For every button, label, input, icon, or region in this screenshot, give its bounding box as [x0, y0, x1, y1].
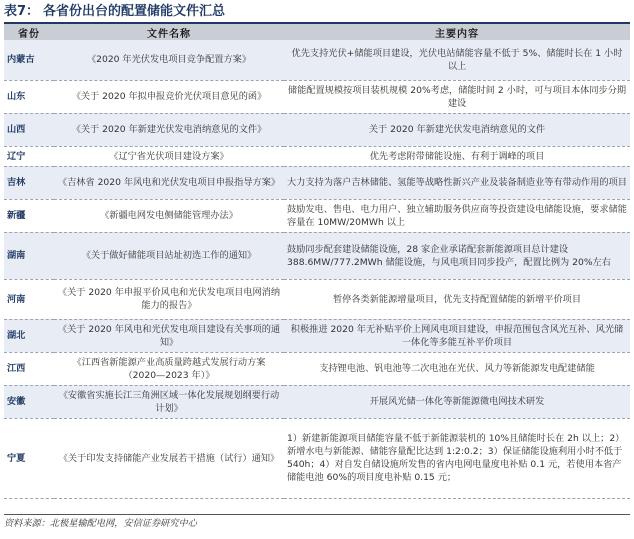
row-content: 鼓励发电、售电、电力用户、独立辅助服务供应商等投资建设电储能设施，要求储能容量在 10MW/20MWh 以上	[284, 199, 630, 232]
header-document: 文件名称	[54, 24, 284, 40]
row-document: 《新疆电网发电侧储能管理办法》	[54, 199, 284, 232]
table-row	[4, 199, 630, 232]
row-content: 关于 2020 年新建光伏发电消纳意见的文件	[284, 113, 630, 146]
table-row	[4, 113, 630, 146]
row-document: 《2020 年光伏发电项目竞争配置方案》	[54, 40, 284, 80]
row-document: 《关于印发支持储能产业发展若干措施（试行）通知》	[54, 418, 284, 498]
row-content: 积极推进 2020 年无补贴平价上网风电项目建设，申报范围包含风光互补、风光储一体化等多能互补平价项目	[284, 319, 630, 352]
row-province: 吉林	[4, 166, 54, 199]
table-row	[4, 352, 630, 385]
row-document: 《关于 2020 年新建光伏发电消纳意见的文件》	[54, 113, 284, 146]
row-document: 《辽宁省光伏项目建设方案》	[54, 146, 284, 166]
caption-label: 表7：	[4, 4, 40, 19]
row-content: 开展风光储一体化等新能源微电网技术研发	[284, 385, 630, 418]
row-document: 《关于做好储能项目站址初选工作的通知》	[54, 232, 284, 279]
row-province: 湖北	[4, 319, 54, 352]
source-note: 资料来源：北极星输配电网，安信证券研究中心	[4, 514, 630, 535]
policy-table	[4, 24, 630, 499]
row-content: 鼓励同步配套建设储能设施，28 家企业承诺配套新能源项目总计建设 388.6MW/777.2MWh 储能设施，与风电项目同步投产，配置比例为 20%左右	[284, 232, 630, 279]
table-row	[4, 166, 630, 199]
table-header-row	[4, 24, 630, 40]
table-row	[4, 146, 630, 166]
row-content: 储能配置规模按项目装机规模 20%考虑，储能时间 2 小时，可与项目本体同步分期建设	[284, 80, 630, 113]
row-province: 新疆	[4, 199, 54, 232]
row-province: 江西	[4, 352, 54, 385]
row-province: 山西	[4, 113, 54, 146]
row-province: 内蒙古	[4, 40, 54, 80]
table-row	[4, 80, 630, 113]
row-province: 河南	[4, 279, 54, 319]
row-province: 安徽	[4, 385, 54, 418]
row-document: 《安徽省实施长江三角洲区域一体化发展规划纲要行动计划》	[54, 385, 284, 418]
row-content: 优先考虑附带储能设施、有利于调峰的项目	[284, 146, 630, 166]
row-document: 《关于 2020 年风电和光伏发电项目建设有关事项的通知》	[54, 319, 284, 352]
row-document: 《关于 2020 年拟申报竞价光伏项目意见的函》	[54, 80, 284, 113]
table-row	[4, 40, 630, 80]
row-province: 宁夏	[4, 418, 54, 498]
row-province: 山东	[4, 80, 54, 113]
table-caption	[4, 2, 630, 24]
table-row	[4, 385, 630, 418]
header-province: 省份	[4, 24, 54, 40]
row-province: 湖南	[4, 232, 54, 279]
row-content: 1）新建新能源项目储能容量不低于新能源装机的 10%且储能时长在 2h 以上；2）新增水电与新能源、储能容量配比达到 1:2:0.2；3）保证储能设施利用小时不低于 540h；4）对自发自储设施所发售的省内电网电量度电补贴 0.1 元，若使用本省产储能电池 60%的项目度电补贴 0.15 元；	[284, 418, 630, 498]
header-content: 主要内容	[284, 24, 630, 40]
row-content: 大力支持为落户吉林储能、氢能等战略性新兴产业及装备制造业等有带动作用的项目	[284, 166, 630, 199]
row-document: 《江西省新能源产业高质量跨越式发展行动方案（2020—2023 年）》	[54, 352, 284, 385]
table-row	[4, 418, 630, 498]
row-document: 《吉林省 2020 年风电和光伏发电项目申报指导方案》	[54, 166, 284, 199]
row-content: 暂停各类新能源增量项目，优先支持配置储能的新增平价项目	[284, 279, 630, 319]
caption-title: 各省份出台的配置储能文件汇总	[43, 4, 226, 19]
table-row	[4, 279, 630, 319]
row-document: 《关于 2020 年申报平价风电和光伏发电项目电网消纳能力的报告》	[54, 279, 284, 319]
row-province: 辽宁	[4, 146, 54, 166]
row-content: 优先支持光伏+储能项目建设，光伏电站储能容量不低于 5%、储能时长在 1 小时以上	[284, 40, 630, 80]
table-row	[4, 319, 630, 352]
row-content: 支持锂电池、钒电池等二次电池在光伏、风力等新能源发电配建储能	[284, 352, 630, 385]
table-row	[4, 232, 630, 279]
